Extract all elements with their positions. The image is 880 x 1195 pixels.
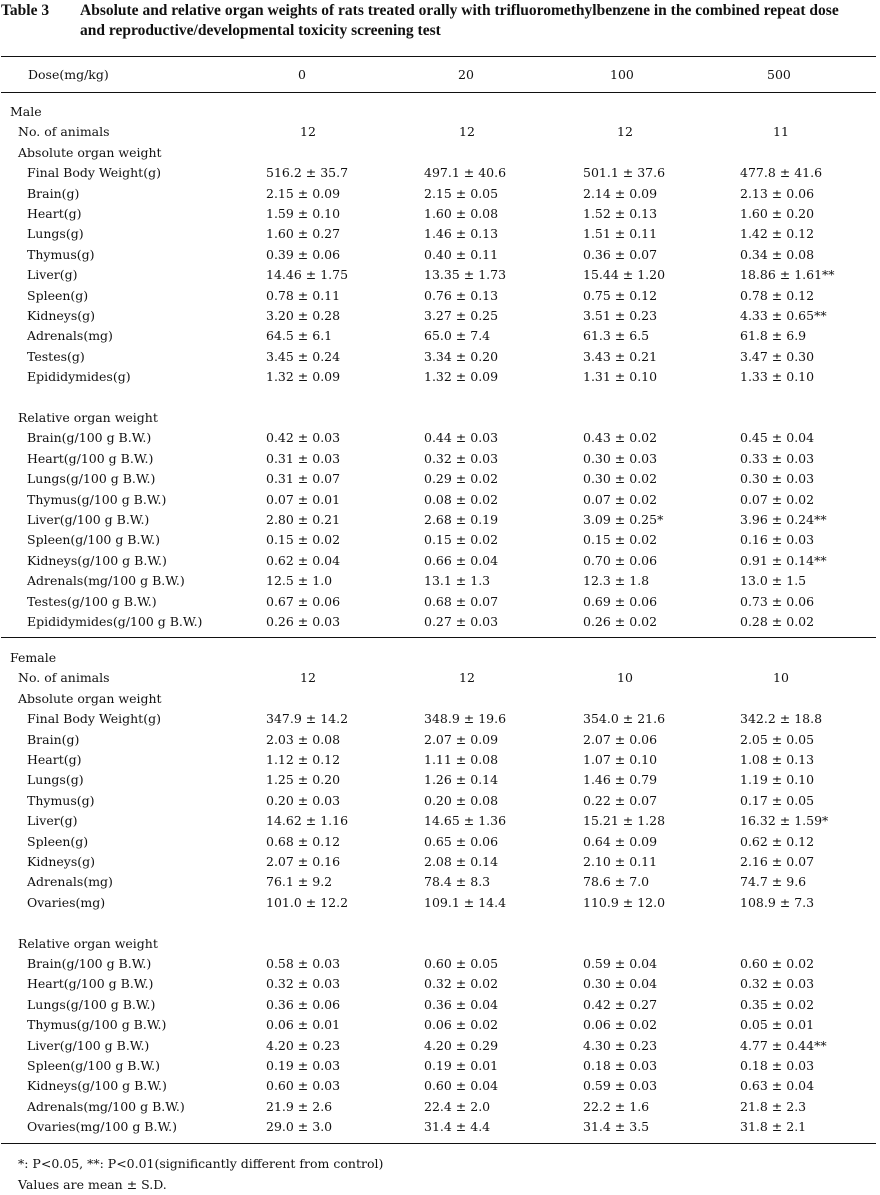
table-cell: 0.27 ± 0.03 [424,614,499,629]
row-label: Testes(g) [27,348,85,364]
dose-header-100: 100 [610,67,634,82]
table-cell: 1.60 ± 0.08 [424,206,499,221]
table-cell: 3.43 ± 0.21 [583,348,658,364]
row-label: Thymus(g/100 g B.W.) [27,491,167,507]
animal-count: 12 [617,124,633,140]
table-cell: 21.8 ± 2.3 [740,1098,807,1114]
table-cell: 31.4 ± 4.4 [424,1119,491,1135]
table-cell: 0.06 ± 0.02 [583,1017,658,1033]
table-cell: 1.42 ± 0.12 [740,226,815,242]
row-label: No. of animals [18,124,110,140]
row-label: Testes(g/100 g B.W.) [27,593,157,609]
table-cell: 0.40 ± 0.11 [424,246,499,262]
table-cell: 61.8 ± 6.9 [740,328,807,344]
animal-count: 12 [300,670,316,686]
row-label: Heart(g/100 g B.W.) [27,450,154,466]
table-cell: 0.68 ± 0.12 [266,833,341,849]
table-cell: 14.46 ± 1.75 [266,267,349,283]
row-label: Final Body Weight(g) [27,711,161,727]
table-cell: 501.1 ± 37.6 [583,165,666,181]
row-label: Liver(g) [27,267,78,283]
table-cell: 0.15 ± 0.02 [583,532,658,548]
table-cell: 0.22 ± 0.07 [583,792,658,808]
table-cell: 0.30 ± 0.04 [583,976,658,992]
footnote-significance: *: P<0.05, **: P<0.01(significantly different from control) [18,1156,384,1171]
table-cell: 0.30 ± 0.03 [583,450,658,466]
table-cell: 110.9 ± 12.0 [583,894,666,910]
table-cell: 3.09 ± 0.25* [583,512,664,527]
animal-count: 10 [773,670,789,686]
table-cell: 0.31 ± 0.07 [266,471,341,487]
table-cell: 0.45 ± 0.04 [740,430,815,446]
table-cell: 1.08 ± 0.13 [740,752,815,767]
row-label: Ovaries(mg) [27,894,106,910]
footnote-values: Values are mean ± S.D. [18,1177,167,1192]
row-label: Lungs(g/100 g B.W.) [27,471,156,487]
table-cell: 0.59 ± 0.03 [583,1078,658,1094]
row-label: Adrenals(mg/100 g B.W.) [27,1098,185,1114]
dose-header-500: 500 [767,67,791,82]
row-label: Spleen(g) [27,287,89,303]
row-label: Liver(g/100 g B.W.) [27,1037,150,1053]
row-label: Epididymides(g) [27,369,131,385]
table-cell: 4.33 ± 0.65** [740,308,827,323]
table-cell: 78.6 ± 7.0 [583,874,650,890]
table-cell: 14.65 ± 1.36 [424,813,507,829]
row-label: Adrenals(mg) [27,328,113,344]
table-cell: 1.25 ± 0.20 [266,772,341,788]
table-cell: 0.34 ± 0.08 [740,246,815,262]
group-label: Relative organ weight [18,935,158,951]
table-cell: 0.26 ± 0.02 [583,614,658,629]
row-label: Lungs(g) [27,226,84,242]
row-label: Ovaries(mg/100 g B.W.) [27,1119,177,1135]
table-cell: 0.36 ± 0.07 [583,246,658,262]
table-cell: 0.59 ± 0.04 [583,956,658,971]
table-cell: 65.0 ± 7.4 [424,328,491,344]
table-cell: 1.46 ± 0.13 [424,226,499,242]
table-cell: 2.03 ± 0.08 [266,731,341,747]
row-label: Spleen(g/100 g B.W.) [27,1058,160,1073]
table-cell: 12.5 ± 1.0 [266,573,333,589]
table-cell: 22.4 ± 2.0 [424,1098,491,1114]
table-cell: 0.91 ± 0.14** [740,552,827,568]
table-cell: 0.32 ± 0.03 [740,976,815,992]
table-cell: 1.60 ± 0.27 [266,226,341,242]
table-cell: 0.65 ± 0.06 [424,833,499,849]
table-cell: 0.60 ± 0.02 [740,956,815,971]
table-cell: 0.06 ± 0.02 [424,1017,499,1033]
table-cell: 0.62 ± 0.04 [266,552,341,568]
table-cell: 0.32 ± 0.02 [424,976,499,992]
row-label: Adrenals(mg) [27,874,113,890]
table-cell: 31.4 ± 3.5 [583,1119,650,1135]
row-label: Liver(g/100 g B.W.) [27,512,150,527]
table-cell: 1.59 ± 0.10 [266,206,341,221]
row-label: Kidneys(g) [27,854,96,869]
group-label: Absolute organ weight [18,690,162,706]
row-label: Brain(g/100 g B.W.) [27,430,152,446]
table-cell: 0.62 ± 0.12 [740,833,815,849]
dose-column-header: Dose(mg/kg) [28,67,109,82]
table-cell: 21.9 ± 2.6 [266,1098,333,1114]
table-cell: 3.27 ± 0.25 [424,308,499,323]
table-cell: 2.10 ± 0.11 [583,854,658,869]
row-label: No. of animals [18,670,110,686]
row-label: Lungs(g) [27,772,84,788]
table-cell: 0.75 ± 0.12 [583,287,658,303]
section-label: Male [10,104,42,119]
table-cell: 0.05 ± 0.01 [740,1017,815,1033]
table-cell: 2.16 ± 0.07 [740,854,815,869]
row-label: Brain(g) [27,185,80,201]
row-label: Epididymides(g/100 g B.W.) [27,614,203,629]
table-cell: 4.20 ± 0.23 [266,1037,341,1053]
group-label: Relative organ weight [18,410,158,425]
table-cell: 0.15 ± 0.02 [266,532,341,548]
table-cell: 3.96 ± 0.24** [740,512,827,527]
table-cell: 0.30 ± 0.02 [583,471,658,487]
table-cell: 497.1 ± 40.6 [424,165,507,181]
table-caption: Absolute and relative organ weights of rats treated orally with trifluoromethylbenzene in the combined repeat dose and reproductive/developmental toxicity screening test [80,2,839,39]
table-cell: 0.67 ± 0.06 [266,593,341,609]
row-label: Spleen(g) [27,833,89,849]
table-cell: 0.20 ± 0.08 [424,792,499,808]
animal-count: 10 [617,670,633,686]
table-cell: 2.68 ± 0.19 [424,512,499,527]
table-cell: 0.07 ± 0.02 [740,491,815,507]
table-cell: 31.8 ± 2.1 [740,1119,807,1135]
table-cell: 1.46 ± 0.79 [583,772,658,788]
table-cell: 0.78 ± 0.12 [740,287,815,303]
table-cell: 0.68 ± 0.07 [424,593,499,609]
table-cell: 0.32 ± 0.03 [266,976,341,992]
table-cell: 16.32 ± 1.59* [740,813,829,829]
table-cell: 1.52 ± 0.13 [583,206,658,221]
section-label: Female [10,650,57,665]
table-cell: 0.78 ± 0.11 [266,287,341,303]
table-cell: 0.18 ± 0.03 [740,1058,815,1073]
table-cell: 0.26 ± 0.03 [266,614,341,629]
row-label: Kidneys(g) [27,308,96,323]
table-cell: 0.19 ± 0.01 [424,1058,499,1073]
table-cell: 13.0 ± 1.5 [740,573,807,589]
table-label: Table 3 [1,2,50,19]
animal-count: 11 [773,124,789,140]
table-cell: 109.1 ± 14.4 [424,894,507,910]
row-label: Spleen(g/100 g B.W.) [27,532,160,548]
table-cell: 1.32 ± 0.09 [266,369,341,385]
table-cell: 4.77 ± 0.44** [740,1037,827,1053]
table-cell: 0.35 ± 0.02 [740,996,815,1012]
table-cell: 0.60 ± 0.03 [266,1078,341,1094]
table-cell: 2.15 ± 0.09 [266,185,341,201]
table-cell: 1.32 ± 0.09 [424,369,499,385]
table-cell: 0.07 ± 0.01 [266,491,341,507]
table-cell: 3.34 ± 0.20 [424,348,499,364]
table-cell: 0.69 ± 0.06 [583,593,658,609]
table-cell: 0.33 ± 0.03 [740,450,815,466]
animal-count: 12 [459,124,475,140]
table-cell: 0.16 ± 0.03 [740,532,815,548]
table-cell: 0.44 ± 0.03 [424,430,499,446]
table-cell: 0.76 ± 0.13 [424,287,499,303]
table-cell: 3.47 ± 0.30 [740,348,815,364]
table-cell: 4.20 ± 0.29 [424,1037,499,1053]
table-cell: 347.9 ± 14.2 [266,711,349,727]
table-cell: 1.31 ± 0.10 [583,369,658,385]
table-cell: 0.39 ± 0.06 [266,246,341,262]
table-cell: 3.45 ± 0.24 [266,348,341,364]
row-label: Lungs(g/100 g B.W.) [27,996,156,1012]
table-cell: 2.08 ± 0.14 [424,854,499,869]
table-cell: 516.2 ± 35.7 [266,165,349,181]
table-cell: 0.63 ± 0.04 [740,1078,815,1094]
table-cell: 13.35 ± 1.73 [424,267,507,283]
table-cell: 0.36 ± 0.06 [266,996,341,1012]
table-cell: 0.64 ± 0.09 [583,833,658,849]
table-cell: 4.30 ± 0.23 [583,1037,658,1053]
table-cell: 78.4 ± 8.3 [424,874,491,890]
table-cell: 0.58 ± 0.03 [266,956,341,971]
table-cell: 1.11 ± 0.08 [424,752,499,767]
table-cell: 0.29 ± 0.02 [424,471,499,487]
table-cell: 0.15 ± 0.02 [424,532,499,548]
table-cell: 1.51 ± 0.11 [583,226,658,242]
table-cell: 0.32 ± 0.03 [424,450,499,466]
row-label: Final Body Weight(g) [27,165,161,181]
table-cell: 18.86 ± 1.61** [740,267,835,283]
table-cell: 0.18 ± 0.03 [583,1058,658,1073]
table-cell: 0.60 ± 0.04 [424,1078,499,1094]
row-label: Brain(g) [27,731,80,747]
table-cell: 2.07 ± 0.16 [266,854,341,869]
table-cell: 0.36 ± 0.04 [424,996,499,1012]
table-cell: 74.7 ± 9.6 [740,874,807,890]
table-cell: 1.19 ± 0.10 [740,772,815,788]
table-cell: 2.80 ± 0.21 [266,512,341,527]
table-cell: 61.3 ± 6.5 [583,328,650,344]
table-cell: 1.60 ± 0.20 [740,206,815,221]
table-cell: 101.0 ± 12.2 [266,894,349,910]
table-cell: 0.08 ± 0.02 [424,491,499,507]
row-label: Heart(g) [27,752,82,767]
row-label: Heart(g) [27,206,82,221]
table-cell: 22.2 ± 1.6 [583,1098,650,1114]
table-cell: 1.33 ± 0.10 [740,369,815,385]
table-cell: 1.12 ± 0.12 [266,752,341,767]
table-cell: 0.06 ± 0.01 [266,1017,341,1033]
table-cell: 0.19 ± 0.03 [266,1058,341,1073]
table-cell: 14.62 ± 1.16 [266,813,349,829]
dose-header-20: 20 [458,67,474,82]
table-cell: 76.1 ± 9.2 [266,874,333,890]
group-label: Absolute organ weight [18,144,162,160]
table-cell: 0.28 ± 0.02 [740,614,815,629]
row-label: Brain(g/100 g B.W.) [27,956,152,971]
table-cell: 0.30 ± 0.03 [740,471,815,487]
table-cell: 342.2 ± 18.8 [740,711,823,727]
table-cell: 354.0 ± 21.6 [583,711,666,727]
table-cell: 2.05 ± 0.05 [740,731,815,747]
animal-count: 12 [300,124,316,140]
table-cell: 64.5 ± 6.1 [266,328,333,344]
row-label: Thymus(g) [27,246,95,262]
table-cell: 15.44 ± 1.20 [583,267,666,283]
table-cell: 0.60 ± 0.05 [424,956,499,971]
table-cell: 2.07 ± 0.09 [424,731,499,747]
table-cell: 13.1 ± 1.3 [424,573,491,589]
table-cell: 2.13 ± 0.06 [740,185,815,201]
row-label: Heart(g/100 g B.W.) [27,976,154,992]
table-cell: 2.14 ± 0.09 [583,185,658,201]
animal-count: 12 [459,670,475,686]
table-cell: 12.3 ± 1.8 [583,573,650,589]
table-cell: 0.73 ± 0.06 [740,593,815,609]
table-cell: 0.70 ± 0.06 [583,552,658,568]
row-label: Thymus(g) [27,792,95,808]
table-cell: 0.42 ± 0.27 [583,996,658,1012]
table-cell: 0.42 ± 0.03 [266,430,341,446]
table-cell: 2.15 ± 0.05 [424,185,499,201]
table-cell: 1.26 ± 0.14 [424,772,499,788]
table-cell: 0.20 ± 0.03 [266,792,341,808]
table-cell: 29.0 ± 3.0 [266,1119,333,1135]
table-cell: 1.07 ± 0.10 [583,752,658,767]
table-cell: 108.9 ± 7.3 [740,894,815,910]
table-cell: 0.17 ± 0.05 [740,792,815,808]
table-cell: 0.07 ± 0.02 [583,491,658,507]
dose-header-0: 0 [298,67,306,82]
table-cell: 0.31 ± 0.03 [266,450,341,466]
table-cell: 3.51 ± 0.23 [583,308,658,323]
row-label: Kidneys(g/100 g B.W.) [27,552,167,568]
table-cell: 0.43 ± 0.02 [583,430,658,446]
row-label: Adrenals(mg/100 g B.W.) [27,573,185,589]
row-label: Thymus(g/100 g B.W.) [27,1017,167,1033]
table-cell: 477.8 ± 41.6 [740,165,823,181]
table-cell: 2.07 ± 0.06 [583,731,658,747]
table-cell: 348.9 ± 19.6 [424,711,507,727]
table-cell: 0.66 ± 0.04 [424,552,499,568]
table-cell: 15.21 ± 1.28 [583,813,666,829]
row-label: Kidneys(g/100 g B.W.) [27,1078,167,1094]
table-cell: 3.20 ± 0.28 [266,308,341,323]
row-label: Liver(g) [27,813,78,829]
